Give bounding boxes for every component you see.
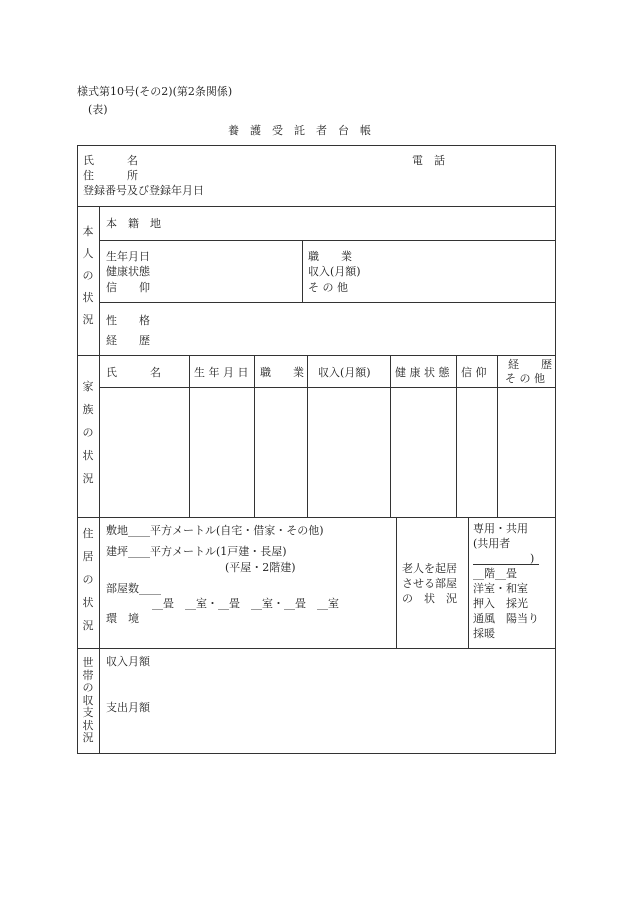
row-divider [77, 355, 556, 356]
heating-field: 採暖 [473, 627, 495, 640]
character-label: 性 格 [106, 314, 150, 327]
person-section-label: 本 人 の 状 況 [82, 225, 94, 326]
rooms-field: 部屋数____ [106, 582, 161, 595]
column-divider [307, 355, 308, 517]
elder-room-label: させる部屋 [402, 577, 457, 590]
page-title: 養 護 受 託 者 台 帳 [228, 124, 371, 137]
family-col-birth: 生 年 月 日 [194, 366, 249, 379]
use-type-field: 専用・共用 [473, 522, 528, 535]
phone-label: 電 話 [412, 154, 445, 167]
row-divider [77, 648, 556, 649]
family-col-income: 収入(月額) [318, 366, 371, 379]
family-col-name: 氏 名 [106, 366, 161, 379]
row-divider [99, 387, 556, 388]
address-label: 住 所 [83, 169, 138, 182]
elder-room-label: 老人を起居 [402, 562, 457, 575]
room-type-field: 洋室・和室 [473, 582, 528, 595]
history-label: 経 歴 [106, 334, 150, 347]
row-divider [99, 240, 556, 241]
monthly-income-label: 収入月額 [106, 655, 150, 668]
environment-label: 環 境 [106, 612, 139, 625]
closet-light-field: 押入 採光 [473, 597, 528, 610]
column-divider [390, 355, 391, 517]
floor-mats-field: __階__畳 [473, 567, 517, 580]
storeys-field: (平屋・2階建) [225, 561, 296, 574]
ventilation-field: 通風 陽当り [473, 612, 539, 625]
other-label: そ の 他 [308, 281, 348, 294]
family-col-faith: 信 仰 [461, 366, 487, 379]
name-label: 氏 名 [83, 154, 138, 167]
column-divider [396, 517, 397, 648]
family-col-other: そ の 他 [505, 372, 545, 385]
co-user-field: (共用者 [473, 537, 511, 550]
birthdate-label: 生年月日 [106, 250, 150, 263]
room-breakdown-field: __畳 __室・__畳 __室・__畳 __室 [152, 597, 339, 610]
income-label: 収入(月額) [308, 265, 361, 278]
faith-label: 信 仰 [106, 281, 150, 294]
row-divider [99, 302, 556, 303]
honseki-label: 本 籍 地 [106, 217, 161, 230]
label-column-divider [99, 206, 100, 754]
family-section-label: 家 族 の 状 況 [82, 380, 94, 485]
occupation-label: 職 業 [308, 250, 352, 263]
row-divider [77, 517, 556, 518]
site-area-field: 敷地____平方メートル(自宅・借家・その他) [106, 524, 324, 537]
registration-label: 登録番号及び登録年月日 [83, 184, 204, 197]
health-label: 健康状態 [106, 265, 150, 278]
column-divider [254, 355, 255, 517]
family-col-history: 経 歴 [508, 358, 552, 371]
column-divider [456, 355, 457, 517]
row-divider [77, 206, 556, 207]
household-section-label: 世 帯 の 収 支 状 況 [82, 656, 94, 744]
form-number: 様式第10号(その2)(第2条関係) [77, 85, 233, 98]
floor-area-field: 建坪____平方メートル(1戸建・長屋) [106, 545, 287, 558]
housing-section-label: 住 居 の 状 況 [82, 527, 94, 632]
column-divider [302, 240, 303, 302]
family-col-occupation: 職 業 [260, 366, 304, 379]
column-divider [189, 355, 190, 517]
form-side-label: (表) [88, 103, 108, 116]
elder-room-label: の 状 況 [402, 592, 457, 605]
column-divider [497, 355, 498, 517]
family-col-health: 健 康 状 態 [395, 366, 450, 379]
monthly-expense-label: 支出月額 [106, 701, 150, 714]
co-user-close: ) [530, 552, 535, 565]
column-divider [468, 517, 469, 648]
